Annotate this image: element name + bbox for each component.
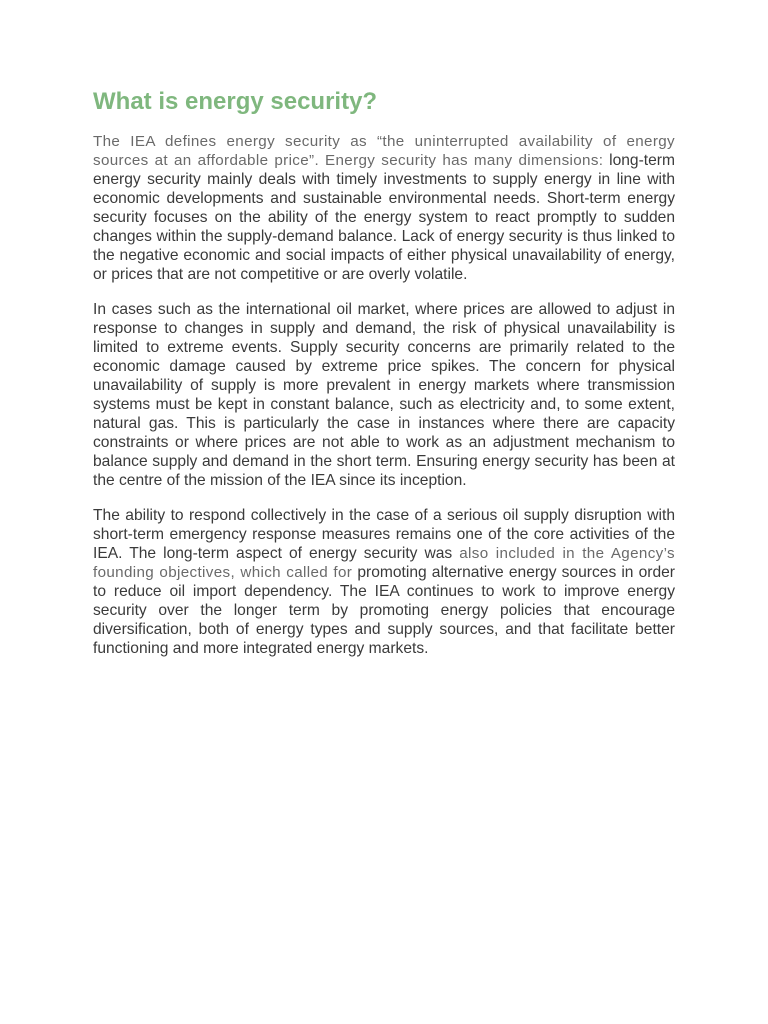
paragraph-3-light: also included in the Agency’s founding objectives, which called for [93, 545, 675, 581]
paragraph-2 [93, 300, 675, 490]
paragraph-1-lead: The IEA defines energy security as “the uninterrupted availability of energy sources at an affordable price”. Energy security has many dimensions: [93, 133, 675, 169]
paragraph-1-body: long-term energy security mainly deals with timely investments to supply energy in line with economic developments and sustainable environmental needs. Short-term energy security focuses on the ability of the energy system to react promptly to sudden changes within the supply-demand balance. Lack of energy security is thus linked to the negative economic and social impacts of either physical unavailability of energy, or prices that are not competitive or are overly volatile. [93, 152, 675, 283]
paragraph-3 [93, 506, 675, 658]
paragraph-3-body-before: The ability to respond collectively in the case of a serious oil supply disruption with short-term emergency response measures remains one of the core activities of the IEA. The long-term aspect of energy security was [93, 507, 675, 562]
paragraph-1 [93, 132, 675, 284]
document-page [93, 86, 675, 674]
page-title: What is energy security? [93, 88, 378, 115]
paragraph-2-body: In cases such as the international oil market, where prices are allowed to adjust in response to changes in supply and demand, the risk of physical unavailability is limited to extreme events. Supply security concerns are primarily related to the economic damage caused by extreme price spikes. The concern for physical unavailability of supply is more prevalent in energy markets where transmission systems must be kept in constant balance, such as electricity and, to some extent, natural gas. This is particularly the case in instances where there are capacity constraints or where prices are not able to work as an adjustment mechanism to balance supply and demand in the short term. Ensuring energy security has been at the centre of the mission of the IEA since its inception. [93, 301, 675, 489]
paragraph-3-body-after: promoting alternative energy sources in order to reduce oil import dependency. The IEA continues to work to improve energy security over the longer term by promoting energy policies that encourage diversification, both of energy types and supply sources, and that facilitate better functioning and more integrated energy markets. [93, 564, 676, 657]
